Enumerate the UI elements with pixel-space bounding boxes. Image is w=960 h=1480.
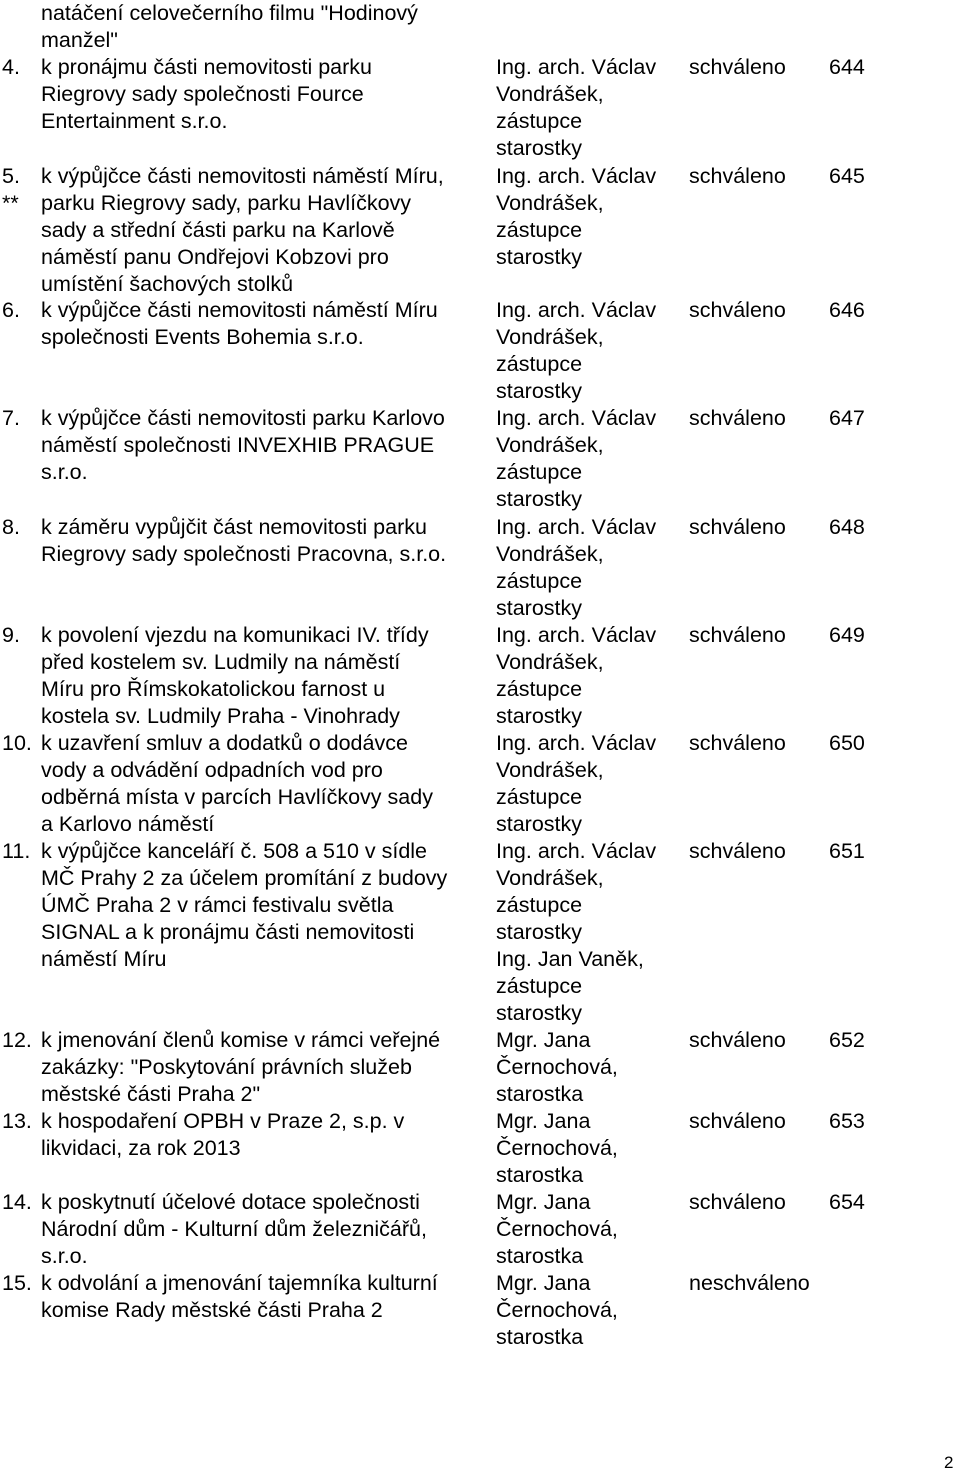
item-number: 8.: [2, 515, 20, 539]
item-number: 12.: [2, 1028, 32, 1052]
item-presenter: Ing. arch. Václav Vondrášek, zástupce starostky: [496, 406, 657, 511]
item-subject: k odvolání a jmenování tajemníka kulturní komise Rady městské části Praha 2: [41, 1271, 438, 1322]
item-presenter: Ing. arch. Václav Vondrášek, zástupce starostky: [496, 515, 657, 620]
item-number: 11.: [2, 839, 31, 863]
item-subject: k záměru vypůjčit část nemovitosti parku Riegrovy sady společnosti Pracovna, s.r.o.: [41, 515, 447, 566]
item-subject: k výpůjčce části nemovitosti náměstí Míru, parku Riegrovy sady, parku Havlíčkovy sady a střední části parku na Karlově náměstí panu Ondřejovi Kobzovi pro umístění šachových stolků: [41, 164, 444, 296]
item-result: schváleno: [689, 55, 786, 79]
item-result: schváleno: [689, 1109, 786, 1133]
item-number: 6.: [2, 298, 20, 322]
item-presenter: Mgr. Jana Černochová, starostka: [496, 1109, 618, 1187]
item-presenter: Ing. arch. Václav Vondrášek, zástupce starostky: [496, 623, 657, 728]
item-result: schváleno: [689, 164, 786, 188]
page-number: 2: [944, 1453, 954, 1472]
item-number: 15.: [2, 1271, 32, 1295]
item-result: schváleno: [689, 1028, 786, 1052]
item-number: 7.: [2, 406, 20, 430]
item-result: schváleno: [689, 731, 786, 755]
item-resolution-number: 652: [829, 1028, 865, 1052]
item-subject: k poskytnutí účelové dotace společnosti Národní dům - Kulturní dům železničářů, s.r.o.: [41, 1190, 427, 1268]
item-number: 10.: [2, 731, 32, 755]
item-number: 9.: [2, 623, 20, 647]
item-subject: k hospodaření OPBH v Praze 2, s.p. v likvidaci, za rok 2013: [41, 1109, 405, 1160]
item-result: schváleno: [689, 839, 786, 863]
item-subject: k výpůjčce části nemovitosti náměstí Míru společnosti Events Bohemia s.r.o.: [41, 298, 438, 349]
item-result: neschváleno: [689, 1271, 810, 1295]
item-subject: k povolení vjezdu na komunikaci IV. třídy před kostelem sv. Ludmily na náměstí Míru pro Římskokatolickou farnost u kostela sv. Ludmily Praha - Vinohrady: [41, 623, 429, 728]
item-subject: k jmenování členů komise v rámci veřejné zakázky: "Poskytování právních služeb městské části Praha 2": [41, 1028, 441, 1106]
item-resolution-number: 649: [829, 623, 865, 647]
item-result: schváleno: [689, 406, 786, 430]
item-subject: k výpůjčce části nemovitosti parku Karlovo náměstí společnosti INVEXHIB PRAGUE s.r.o.: [41, 406, 445, 484]
item-resolution-number: 651: [829, 839, 865, 863]
item-resolution-number: 644: [829, 55, 865, 79]
item-presenter: Ing. arch. Václav Vondrášek, zástupce starostky: [496, 55, 657, 160]
item-subject: k výpůjčce kanceláří č. 508 a 510 v sídle MČ Prahy 2 za účelem promítání z budovy ÚMČ Praha 2 v rámci festivalu světla SIGNAL a k pronájmu části nemovitosti náměstí Míru: [41, 839, 448, 971]
item-resolution-number: 648: [829, 515, 865, 539]
item-number: 4.: [2, 55, 20, 79]
item-resolution-number: 647: [829, 406, 865, 430]
item-presenter: Ing. arch. Václav Vondrášek, zástupce starostky: [496, 731, 657, 836]
item-resolution-number: 650: [829, 731, 865, 755]
item-result: schváleno: [689, 1190, 786, 1214]
item-subject: k pronájmu části nemovitosti parku Riegrovy sady společnosti Fource Entertainment s.r.o.: [41, 55, 373, 133]
item-number: 13.: [2, 1109, 32, 1133]
item-number: 14.: [2, 1190, 32, 1214]
item-presenter: Mgr. Jana Černochová, starostka: [496, 1028, 618, 1106]
item-resolution-number: 653: [829, 1109, 865, 1133]
item-presenter: Mgr. Jana Černochová, starostka: [496, 1271, 618, 1349]
item-result: schváleno: [689, 623, 786, 647]
item-presenter: Mgr. Jana Černochová, starostka: [496, 1190, 618, 1268]
item-subject: natáčení celovečerního filmu "Hodinový manžel": [41, 1, 418, 52]
item-result: schváleno: [689, 515, 786, 539]
item-presenter: Ing. arch. Václav Vondrášek, zástupce starostky: [496, 164, 657, 269]
item-resolution-number: 645: [829, 164, 865, 188]
item-resolution-number: 654: [829, 1190, 865, 1214]
item-subject: k uzavření smluv a dodatků o dodávce vody a odvádění odpadních vod pro odběrná místa v parcích Havlíčkovy sady a Karlovo náměstí: [41, 731, 433, 836]
item-number: 5. **: [2, 164, 20, 215]
item-resolution-number: 646: [829, 298, 865, 322]
item-presenter: Ing. arch. Václav Vondrášek, zástupce starostky Ing. Jan Vaněk, zástupce starostky: [496, 839, 657, 1025]
item-result: schváleno: [689, 298, 786, 322]
item-presenter: Ing. arch. Václav Vondrášek, zástupce starostky: [496, 298, 657, 403]
